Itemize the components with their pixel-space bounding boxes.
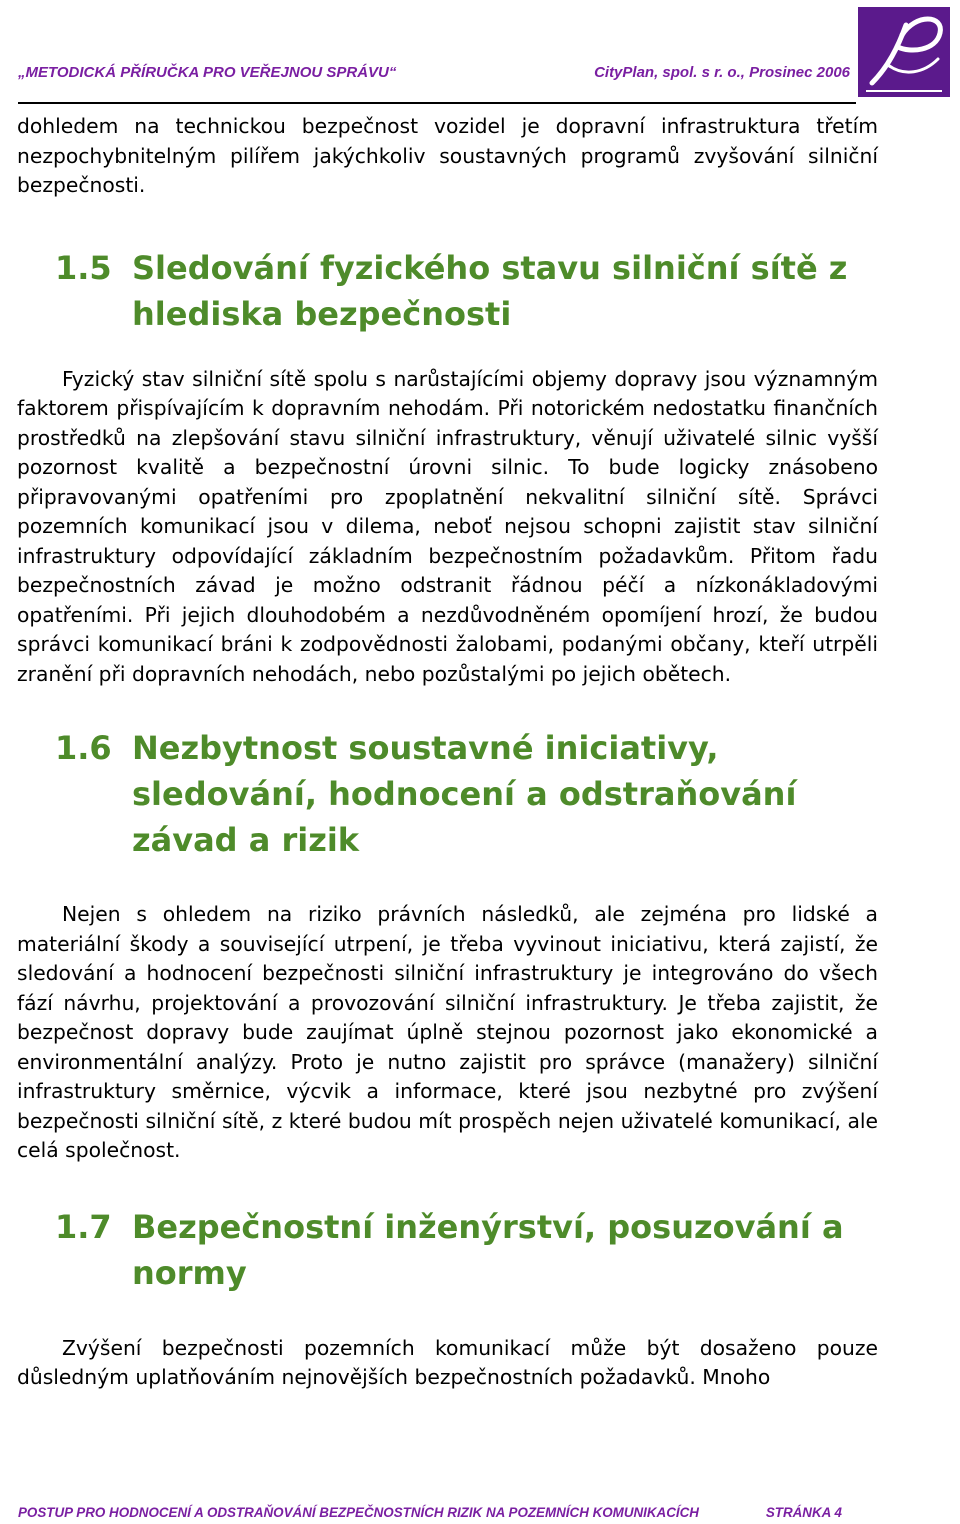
cityplan-logo-icon (858, 7, 950, 97)
section-heading-1-5 (17, 245, 878, 337)
section-heading-1-7 (17, 1204, 878, 1296)
header-divider (18, 102, 856, 104)
section-paragraph-1-5: Fyzický stav silniční sítě spolu s narůstajícími objemy dopravy jsou významným faktorem přispívajícím k dopravním nehodám. Při notorickém nedostatku finančních prostředků na zlepšování stavu silniční infrastruktury, věnují uživatelé silnic vyšší pozornost kvalitě a bezpečnostní úrovni silnic. To bude logicky znásobeno připravovanými opatřeními pro zpoplatnění nekvalitní silniční sítě. Správci pozemních komunikací jsou v dilema, neboť nejsou schopni zajistit stav silniční infrastruktury odpovídající základním bezpečnostním požadavkům. Přitom řadu bezpečnostních závad je možno odstranit řádnou péčí a nízkonákladovými opatřeními. Při jejich dlouhodobém a nezdůvodněném opomíjení hrozí, že budou správci komunikací bráni k zodpovědnosti žalobami, podanými občany, kteří utrpěli zranění při dopravních nehodách, nebo pozůstalými po jejich obětech. (17, 366, 878, 686)
section-paragraph-1-6: Nejen s ohledem na riziko právních následků, ale zejména pro lidské a materiální škody a související utrpení, je třeba vyvinout iniciativu, která zajistí, že sledování a hodnocení bezpečnosti silniční infrastruktury je integrováno do všech fází návrhu, projektování a provozování silniční infrastruktury. Je třeba zajistit, že bezpečnost dopravy bude zaujímat úplně stejnou pozornost jako ekonomické a environmentální analýzy. Proto je nutno zajistit pro správce (manažery) silniční infrastruktury směrnice, výcvik a informace, které jsou nezbytné pro zvýšení bezpečnosti silniční sítě, z které budou mít prospěch nejen uživatelé komunikací, ale celá společnost. (17, 902, 878, 1162)
document-body (17, 112, 878, 1393)
header-publisher-date: CityPlan, spol. s r. o., Prosinec 2006 (594, 64, 850, 81)
section-title: Nezbytnost soustavné iniciativy, sledování, hodnocení a odstraňování závad a rizik (132, 729, 797, 859)
section-title: Sledování fyzického stavu silniční sítě z hlediska bezpečnosti (132, 248, 848, 333)
section-number: 1.5 (55, 248, 112, 287)
header-publication-title: „METODICKÁ PŘÍRUČKA PRO VEŘEJNOU SPRÁVU“ (18, 64, 397, 81)
section-paragraph-1-7: Zvýšení bezpečnosti pozemních komunikací může být dosaženo pouze důsledným uplatňováním nejnovějších bezpečnostních požadavků. Mnoho (17, 1335, 878, 1389)
footer-page-number: STRÁNKA 4 (765, 1505, 842, 1520)
section-number: 1.6 (55, 729, 112, 767)
footer-document-title: POSTUP PRO HODNOCENÍ A ODSTRAŇOVÁNÍ BEZPEČNOSTNÍCH RIZIK NA POZEMNÍCH KOMUNIKACÍCH (18, 1505, 699, 1520)
section-title: Bezpečnostní inženýrství, posuzování a normy (132, 1207, 844, 1292)
section-number: 1.7 (55, 1207, 112, 1246)
intro-paragraph: dohledem na technickou bezpečnost vozidel je dopravní infrastruktura třetím nezpochybnitelným pilířem jakýchkoliv soustavných programů zvyšování silniční bezpečnosti. (17, 114, 878, 197)
logo-graphic (858, 7, 950, 97)
section-heading-1-6 (17, 725, 878, 863)
